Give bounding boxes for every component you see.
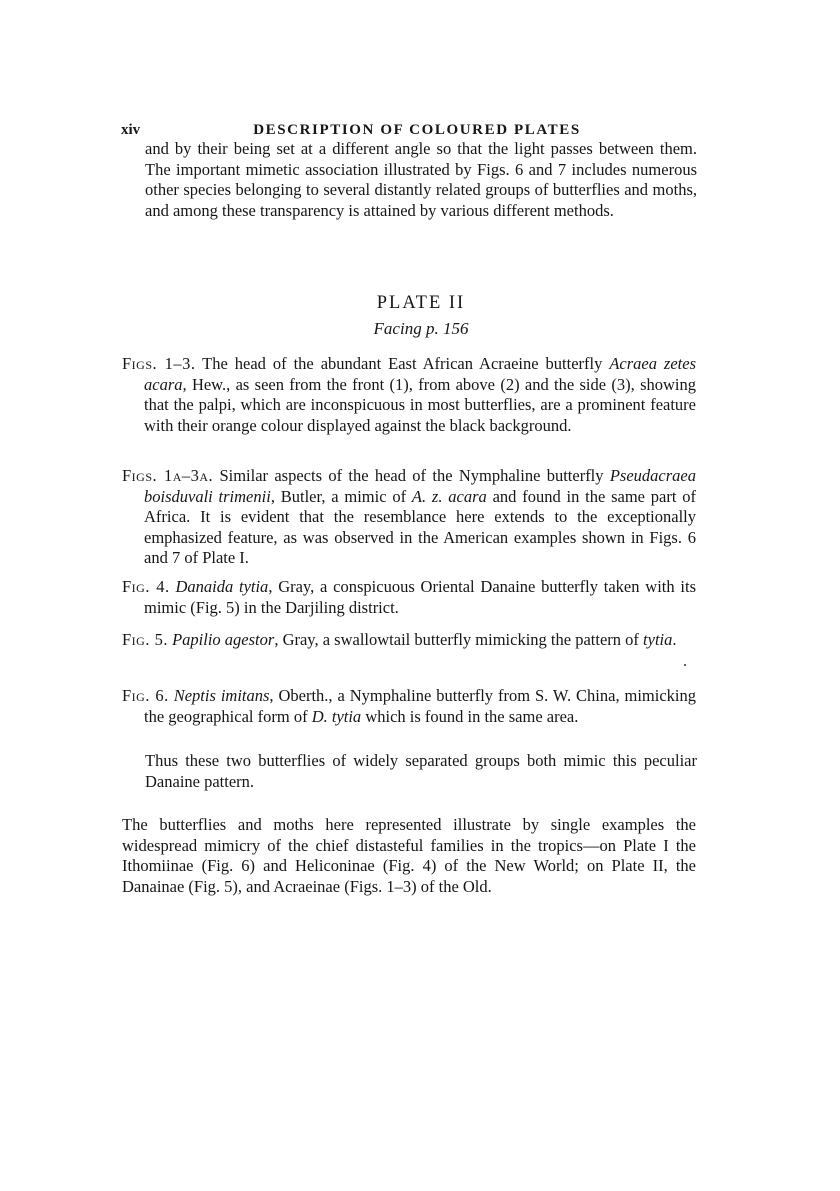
- figure-entry-1a-3a: [122, 466, 696, 569]
- figure-label: Fig. 6.: [122, 686, 169, 705]
- running-head: [121, 120, 703, 140]
- figure-text: The head of the abundant East African Acraeine butterfly: [195, 354, 610, 373]
- species-name: Danaida tytia: [175, 577, 269, 596]
- intro-paragraph: and by their being set at a different angle so that the light passes between them. The important mimetic association illustrated by Figs. 6 and 7 includes numerous other species belonging to several distantly related groups of butterflies and moths, and among these transparency is attained by various different methods.: [145, 139, 697, 220]
- figure-text: , Oberth., a Nymphaline butterfly from S. W. China, mimicking the geographical form of: [144, 686, 697, 726]
- figure-entry-4: [122, 577, 696, 618]
- plate-facing-page: Facing p. 156: [373, 319, 469, 338]
- running-title: DESCRIPTION OF COLOURED PLATES: [253, 122, 581, 138]
- print-speck: [684, 664, 686, 666]
- figure-text: Similar aspects of the head of the Nymphaline butterfly: [213, 466, 610, 485]
- species-name: Pseudacraea boisduvali trimenii: [144, 466, 696, 506]
- species-name: D. tytia: [311, 706, 362, 726]
- figure-entry-6: [122, 686, 696, 727]
- figure-label: Figs. 1a–3a.: [122, 466, 214, 485]
- species-name: tytia: [643, 630, 673, 649]
- figure-text: , Gray, a conspicuous Oriental Danaine butterfly taken with its mimic (Fig. 5) in the Darjiling district.: [144, 577, 697, 617]
- species-name: A. z. acara: [411, 486, 487, 506]
- figure-text: , Butler, a mimic of: [270, 486, 412, 506]
- figure-entry-1-3: [122, 354, 696, 436]
- figure-label: Figs. 1–3.: [122, 354, 196, 373]
- figure-text: and found in the same part of Africa. It is evident that the resemblance here extends to the exceptionally emphasized feature, as was observed in the American examples shown in Figs. 6 and 7 of Plate I.: [144, 486, 697, 568]
- figure-label: Fig. 4.: [122, 577, 170, 596]
- species-name: Acraea zetes acara: [144, 354, 696, 394]
- species-name: Papilio agestor: [172, 630, 275, 649]
- figure-text: which is found in the same area.: [361, 706, 579, 726]
- figure-entry-5: [122, 630, 696, 651]
- figure-6-note: Thus these two butterflies of widely separated groups both mimic this peculiar Danaine pattern.: [145, 751, 697, 791]
- figure-text: , Gray, a swallowtail butterfly mimicking the pattern of: [274, 630, 644, 649]
- page-number: xiv: [121, 122, 141, 138]
- figure-text: .: [672, 630, 677, 649]
- figure-text: , Hew., as seen from the front (1), from above (2) and the side (3), showing that the palpi, which are inconspicuous in most butterflies, are a prominent feature with their orange colour displayed against the black background.: [144, 374, 696, 435]
- summary-paragraph: The butterflies and moths here represented illustrate by single examples the widespread mimicry of the chief distasteful families in the tropics—on Plate I the Ithomiinae (Fig. 6) and Heliconinae (Fig. 4) of the New World; on Plate II, the Danainae (Fig. 5), and Acraeinae (Figs. 1–3) of the Old.: [122, 815, 696, 896]
- figure-label: Fig. 5.: [122, 630, 168, 649]
- plate-title: PLATE II: [376, 293, 466, 313]
- species-name: Neptis imitans: [173, 686, 270, 705]
